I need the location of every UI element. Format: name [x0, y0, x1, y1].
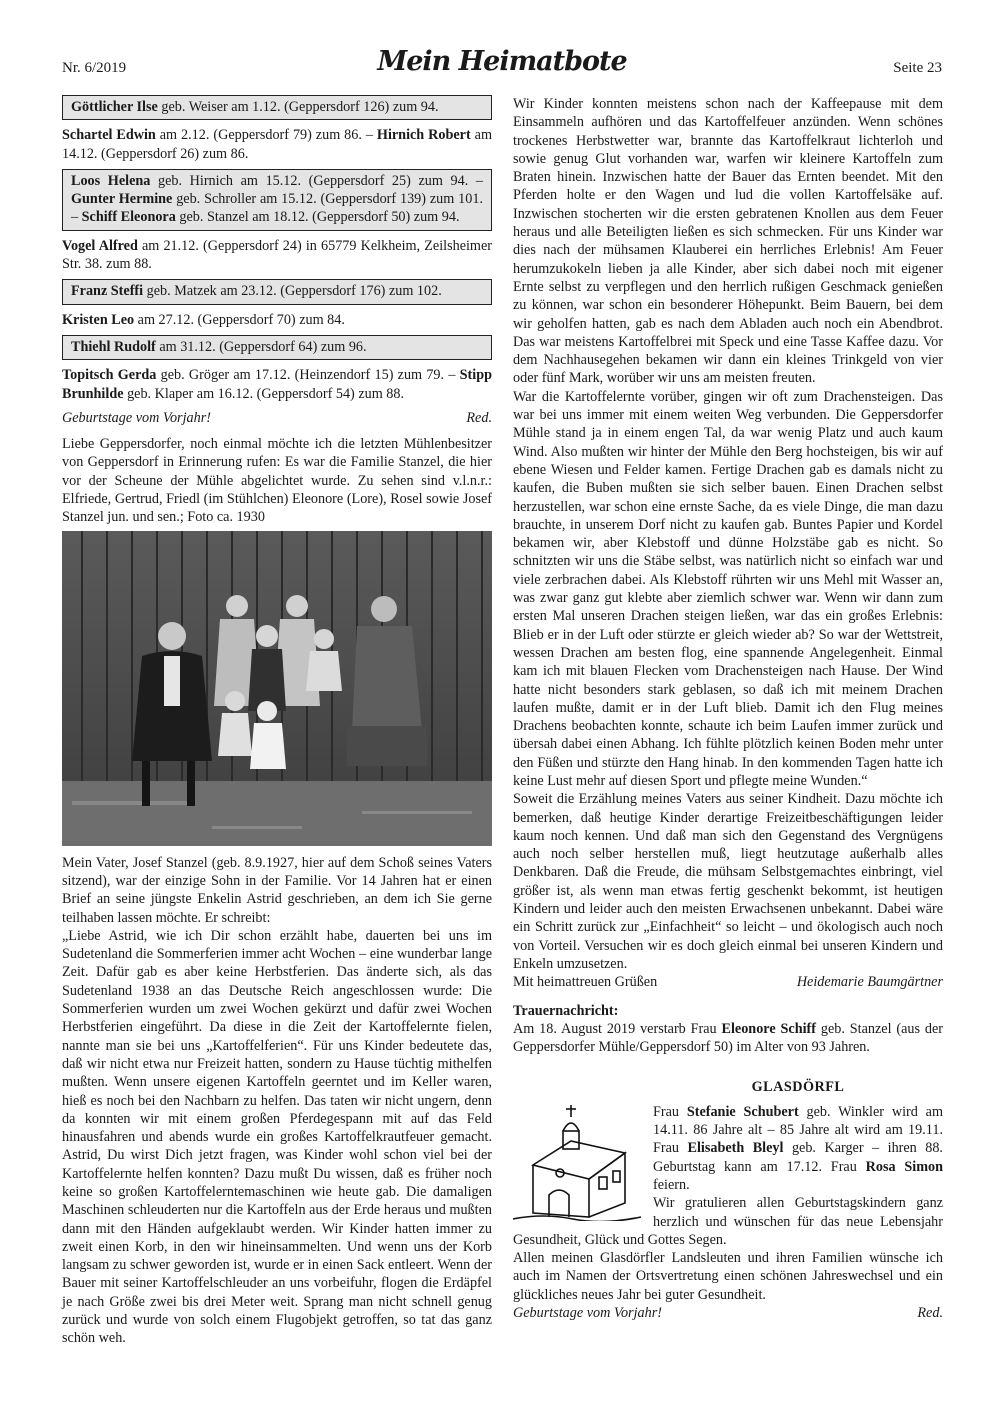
birthday-list	[62, 95, 492, 403]
photo-intro: Liebe Geppersdorfer, noch einmal möchte ich die letzten Mühlenbesitzer von Geppersdorf in Erinnerung rufen: Es war die Familie Stanzel, die hier vor der Scheune der Mühle abgelichtet wurde. Zu sehen sind v.l.n.r.: Elfriede, Gertrud, Friedl (im Stühlchen) Eleonore (Lore), Rosel sowie Josef Stanzel jun. und sen.; Foto ca. 1930	[62, 436, 492, 526]
page-header	[62, 46, 942, 92]
birthday-entry: Vogel Alfred am 21.12. (Geppersdorf 24) in 65779 Kelkheim, Zeilsheimer Str. 38. zum 88.	[62, 237, 492, 273]
church-icon	[513, 1103, 643, 1221]
birthday-entry: Topitsch Gerda geb. Gröger am 17.12. (Heinzendorf 15) zum 79. – Stipp Brunhilde geb. Klaper am 16.12. (Geppersdorf 54) zum 88.	[62, 367, 492, 402]
story-left	[62, 854, 492, 1348]
author-signature: Mit heimattreuen Grüßen Heidemarie Baumgärtner	[513, 974, 943, 991]
glasdoerfl-signature: Geburtstage vom Vorjahr! Red.	[513, 1305, 943, 1321]
birthday-entry: Loos Helena geb. Hirnich am 15.12. (Geppersdorf 25) zum 94. – Gunter Hermine geb. Schroller am 15.12. (Geppersdorf 139) zum 101. – Schiff Eleonora geb. Stanzel am 18.12. (Geppersdorf 50) zum 94.	[62, 169, 492, 231]
story-paragraph: Soweit die Erzählung meines Vaters aus seiner Kindheit. Dazu möchte ich bemerken, daß heutige Kinder derartige Freizeitbeschäftigungen leider kaum noch kennen. Und daß man sich den Gegenstand des Vergnügens auch noch selber herstellen muß, liegt heutzutage außerhalb alles Denkbaren. Daß die Freude, die mühsam Selbstgemachtes einbringt, viel größer ist, als wenn man etwas fertig geschenkt bekommt, ist heutigen Kindern und leider auch den meisten Erwachsenen unbekannt. Dabei wäre ein Schritt zurück zur „Einfachheit“ so leicht – und ökologisch auch noch von Vorteil. Versuchen wir es doch gleich einmal bei unseren Kindern und Enkeln umzusetzen.	[513, 791, 943, 972]
glasdoerfl-greeting: Allen meinen Glasdörfler Landsleuten und ihren Familien wünsche ich auch im Namen der Ortsvertretung einen schönen Jahreswechsel und ein glückliches neues Jahr bei guter Gesundheit.	[513, 1250, 943, 1303]
birthday-entry: Thiehl Rudolf am 31.12. (Geppersdorf 64) zum 96.	[62, 335, 492, 360]
birthday-entry: Göttlicher Ilse geb. Weiser am 1.12. (Geppersdorf 126) zum 94.	[62, 95, 492, 120]
birthday-entry: Kristen Leo am 27.12. (Geppersdorf 70) zum 84.	[62, 311, 345, 328]
glasdoerfl-wishes: Wir gratulieren allen Geburtstagskindern ganz herzlich und wünschen für das neue Lebensjahr Gesundheit, Glück und Gottes Segen.	[513, 1195, 943, 1248]
obituary-text: Am 18. August 2019 verstarb Frau Eleonore Schiff geb. Stanzel (aus der Geppersdorfer Mühle/Geppersdorf 50) im Alter von 93 Jahren.	[513, 1020, 944, 1056]
right-column	[513, 95, 943, 1330]
glasdoerfl-section	[513, 1103, 943, 1323]
story-paragraph: Mein Vater, Josef Stanzel (geb. 8.9.1927, hier auf dem Schoß seines Vaters sitzend), war der einzige Sohn in der Familie. Vor 14 Jahren hat er einen Brief an seine jüngste Enkelin Astrid geschrieben, an dem ich Sie gerne teilhaben lassen möchte. Er schreibt:	[62, 854, 492, 926]
birthday-entry: Franz Steffi geb. Matzek am 23.12. (Geppersdorf 176) zum 102.	[62, 279, 492, 304]
masthead-logo: Mein Heimatbote	[377, 46, 627, 77]
issue-number: Nr. 6/2019	[62, 60, 127, 76]
glasdoerfl-birthdays: Frau Stefanie Schubert geb. Winkler wird am 14.11. 86 Jahre alt – 85 Jahre alt wird am 19.11. Frau Elisabeth Bleyl geb. Karger – ihren 88. Geburtstag kann am 17.12. Frau Rosa Simon feiern.	[653, 1103, 943, 1193]
story-right	[513, 95, 943, 973]
left-column	[62, 95, 492, 1348]
story-paragraph: War die Kartoffelernte vorüber, gingen wir oft zum Drachensteigen. Das war bei uns immer mit einem weiten Weg verbunden. Die Geppersdorfer Mühle stand ja in einem engen Tal, da war wenig Platz und auch kaum Wind. Also mußten wir hinter der Mühle den Berg hochsteigen, bis wir auf ebene Wiesen und Felder kamen. Fertige Drachen gab es damals nicht zu kaufen, die Buben mußten sie sich selber bauen. Einen Drachen selbst herzustellen, war schon eine ernste Sache, da es viele Dinge, die man dazu brauchte, in unserem Dorf nicht zu kaufen gab. Buntes Papier und Kordel bekamen wir, aber Klebstoff und dünne Holzstäbe gab es nicht. So schnitzten wir uns die Stäbe selbst, was natürlich nicht so einfach war und viele zerbrachen dabei. Als Klebstoff rührten wir uns Mehl mit Wasser an, was zwar ganz gut klebte aber ziemlich schwer war. Wenn wir dann zum ersten Mal unseren Drachen steigen ließen, war das ein großes Erlebnis: Blieb er in der Luft oder stürzte er gleich wieder ab? So war der Wettstreit, wessen Drachen am besten flog, eine spannende Angelegenheit. Einmal kam ich mit blauen Flecken vom Drachensteigen nach Hause. Der Wind hatte nicht besonders stark geblasen, so daß ich mit meinem Drachen laufen mußte, damit er in der Luft blieb. Damit ich den Flug meines Drachens beobachten konnte, schaute ich beim Laufen immer zurück und übersah dabei einen Abhang. Ich fühlte plötzlich keinen Boden mehr unter den Füßen und stürzte den Hang hinab. In den kommenden Tagen hatte ich keine Lust mehr auf diesen Sport und pflegte meine Wunden.“	[513, 388, 943, 789]
birthday-signature: Geburtstage vom Vorjahr! Red.	[62, 409, 492, 426]
glasdoerfl-title: GLASDÖRFL	[751, 1079, 845, 1096]
family-photo	[62, 531, 492, 846]
page-number: Seite 23	[893, 60, 942, 76]
birthday-entry: Schartel Edwin am 2.12. (Geppersdorf 79) zum 86. – Hirnich Robert am 14.12. (Geppersdorf 26) zum 86.	[62, 127, 492, 162]
obituary-heading: Trauernachricht:	[513, 1002, 619, 1019]
story-paragraph: „Liebe Astrid, wie ich Dir schon erzählt habe, dauerten bei uns im Sudetenland die Sommerferien immer acht Wochen – eine wunderbar lange Zeit. Dafür gab es aber keine Herbstferien. Das änderte sich, als das Sudetenland 1938 an das Deutsche Reich angeschlossen wurde: Die Sommerferien wurden um zwei Wochen gekürzt und dafür zwei Wochen Herbstferien eingeführt. Da diese in die Zeit der Kartoffelernte fielen, nannte man sie bei uns „Kartoffelferien“. Für uns Kinder bedeutete das, daß wir nicht etwa nur Freizeit hatten, sondern zu Hause tüchtig mithelfen mußten. Wenn unsere eigenen Kartoffeln geerntet und im Keller waren, hieß es noch bei den Nachbarn zu helfen. Das taten wir nicht ungern, denn da konnten wir mit einem großen Pferdegespann mit auf das Feld hinausfahren und abends wurde ein großes Kartoffelkrautfeuer gemacht. Astrid, Du wirst Dich jetzt fragen, was Kinder wohl schon viel bei der Kartoffelernte helfen konnten? Dazu mußt Du wissen, daß es früher noch keine so großen Kartoffelerntemaschinen wie heute gab. Die damaligen Maschinen schleuderten nur die Kartoffeln aus der Erde heraus und mußten dann mit den Händen aufgeklaubt werden. Wir Kinder hatten immer zu zweit einen Korb, in den wir hineinsammelten. Und wenn uns der Korb langsam zu schwer geworden ist, wurde er in einen Sack entleert. Wenn der Bauer mit seiner Kartoffelschleuder an uns vorbeifuhr, flogen die Erdäpfel je nach Größe zwei bis drei Meter weit. Sprang man nicht schnell genug zurück und wurde von solch einem Flugobjekt getroffen, so tat das ganz schön weh.	[62, 927, 492, 1347]
story-paragraph: Wir Kinder konnten meistens schon nach der Kaffeepause mit dem Einsammeln aufhören und das Kartoffelfeuer anzünden. Wenn schönes trockenes Herbstwetter war, brannte das Kartoffelkraut lichterloh und sowie genug Glut vorhanden war, warfen wir kleinere Kartoffeln zum Braten hinein. Inzwischen hatte der Bauer das Ernten beendet. Mit den Pferden holte er den Wagen und lud die vollen Kartoffelsäke auf. Inzwischen stocherten wir die ersten gebratenen Knollen aus dem Feuer heraus und alle Beteiligten ließen es sich schmecken. Für uns Kinder war dies nach der mühsamen Klauberei ein herrliches Erlebnis! Am Feuer herumzukokeln lieben ja alle Kinder, aber sich dabei noch mit eigener Ernte selbst zu verpflegen und den herrlich rußigen Geschmack genießen zu können, war schon ein besonderer Höhepunkt. Beim Bauern, bei dem wir geholfen hatten, gab es nach dem Abladen auch noch ein Abendbrot. Das war meistens Kartoffelbrei mit Speck und eine Tasse Kaffee dazu. Vor dem Nachhausegehen bekamen wir dann ein kleines Trinkgeld von vier oder fünf Mark, worüber wir uns am meisten freuten.	[513, 96, 943, 387]
